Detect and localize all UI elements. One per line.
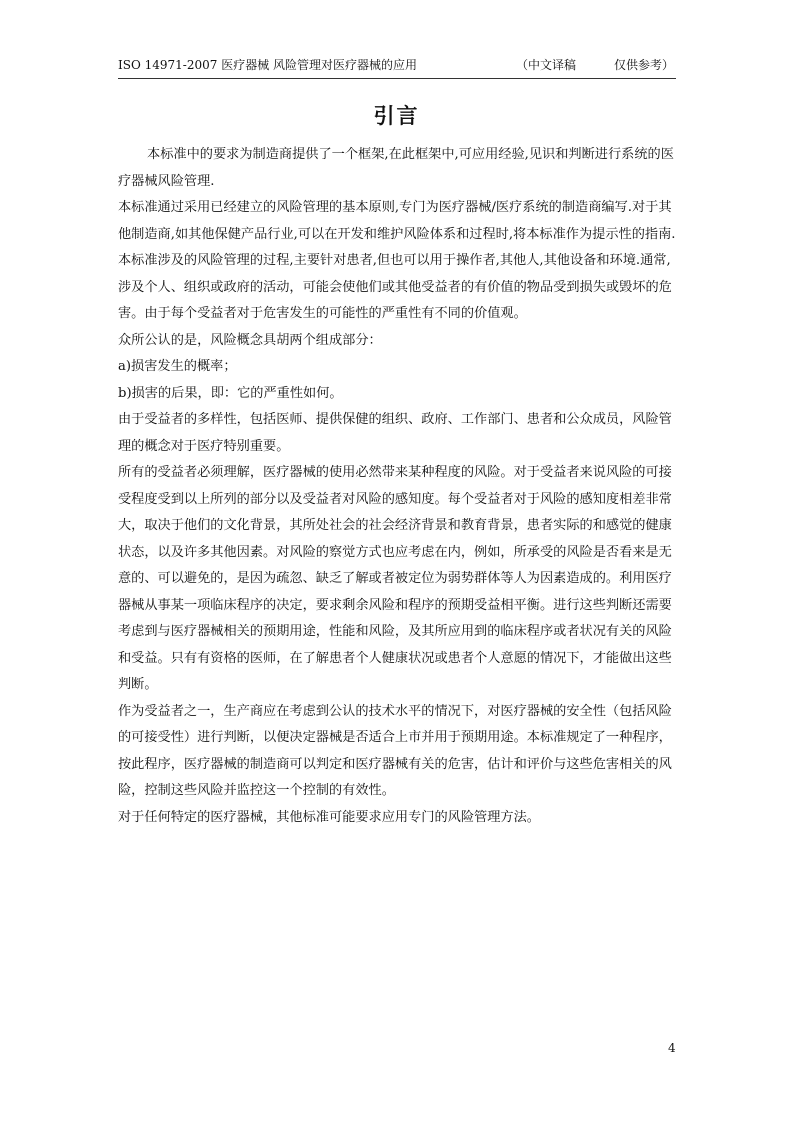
paragraph: 由于受益者的多样性，包括医师、提供保健的组织、政府、工作部门、患者和公众成员，风险管理的概念对于医疗特别重要。 xyxy=(118,412,672,454)
document-body xyxy=(118,142,676,831)
section-title: 引言 xyxy=(373,104,420,128)
paragraph: 对于任何特定的医疗器械，其他标准可能要求应用专门的风险管理方法。 xyxy=(118,809,540,825)
header-divider xyxy=(118,78,676,79)
header-translation-note xyxy=(516,56,674,74)
page-number: 4 xyxy=(668,1041,676,1055)
paragraph: 所有的受益者必须理解，医疗器械的使用必然带来某种程度的风险。对于受益者来说风险的可接受程度受到以上所列的部分以及受益者对风险的感知度。每个受益者对于风险的感知度相差非常大，取决于他们的文化背景，其所处社会的社会经济背景和教育背景，患者实际的和感觉的健康状态，以及许多其他因素。对风险的察觉方式也应考虑在内，例如，所承受的风险是否看来是无意的、可以避免的，是因为疏忽、缺乏了解或者被定位为弱势群体等人为因素造成的。利用医疗器械从事某一项临床程序的决定，要求剩余风险和程序的预期受益相平衡。进行这些判断还需要考虑到与医疗器械相关的预期用途，性能和风险，及其所应用到的临床程序或者状况有关的风险和受益。只有有资格的医师，在了解患者个人健康状况或患者个人意愿的情况下，才能做出这些判断。 xyxy=(118,465,672,692)
paragraph: 作为受益者之一，生产商应在考虑到公认的技术水平的情况下，对医疗器械的安全性（包括风险的可接受性）进行判断，以便决定器械是否适合上市并用于预期用途。本标准规定了一种程序，按此程序，医疗器械的制造商可以判定和医疗器械有关的危害，估计和评价与这些危害相关的风险，控制这些风险并监控这一个控制的有效性。 xyxy=(118,703,672,798)
page-header xyxy=(118,56,676,74)
list-item: b)损害的后果，即：它的严重性如何。 xyxy=(118,385,343,401)
header-note-reference: 仅供参考） xyxy=(614,58,675,72)
list-item: a)损害发生的概率； xyxy=(118,359,237,374)
header-note-draft: （中文译稿 xyxy=(516,58,577,72)
paragraph: 众所公认的是，风险概念具胡两个组成部分： xyxy=(118,332,382,348)
paragraph: 本标准中的要求为制造商提供了一个框架,在此框架中,可应用经验,见识和判断进行系统的医疗器械风险管理. xyxy=(118,147,674,189)
header-document-title: ISO 14971-2007 医疗器械 风险管理对医疗器械的应用 xyxy=(118,58,418,72)
paragraph: 本标准通过采用已经建立的风险管理的基本原则,专门为医疗器械/医疗系统的制造商编写.对于其他制造商,如其他保健产品行业,可以在开发和维护风险体系和过程时,将本标准作为提示性的指南. xyxy=(118,200,676,242)
paragraph: 本标准涉及的风险管理的过程,主要针对患者,但也可以用于操作者,其他人,其他设备和环境.通常,涉及个人、组织或政府的活动，可能会使他们或其他受益者的有价值的物品受到损失或毁坏的危害。由于每个受益者对于危害发生的可能性的严重性有不同的价值观。 xyxy=(118,253,672,321)
